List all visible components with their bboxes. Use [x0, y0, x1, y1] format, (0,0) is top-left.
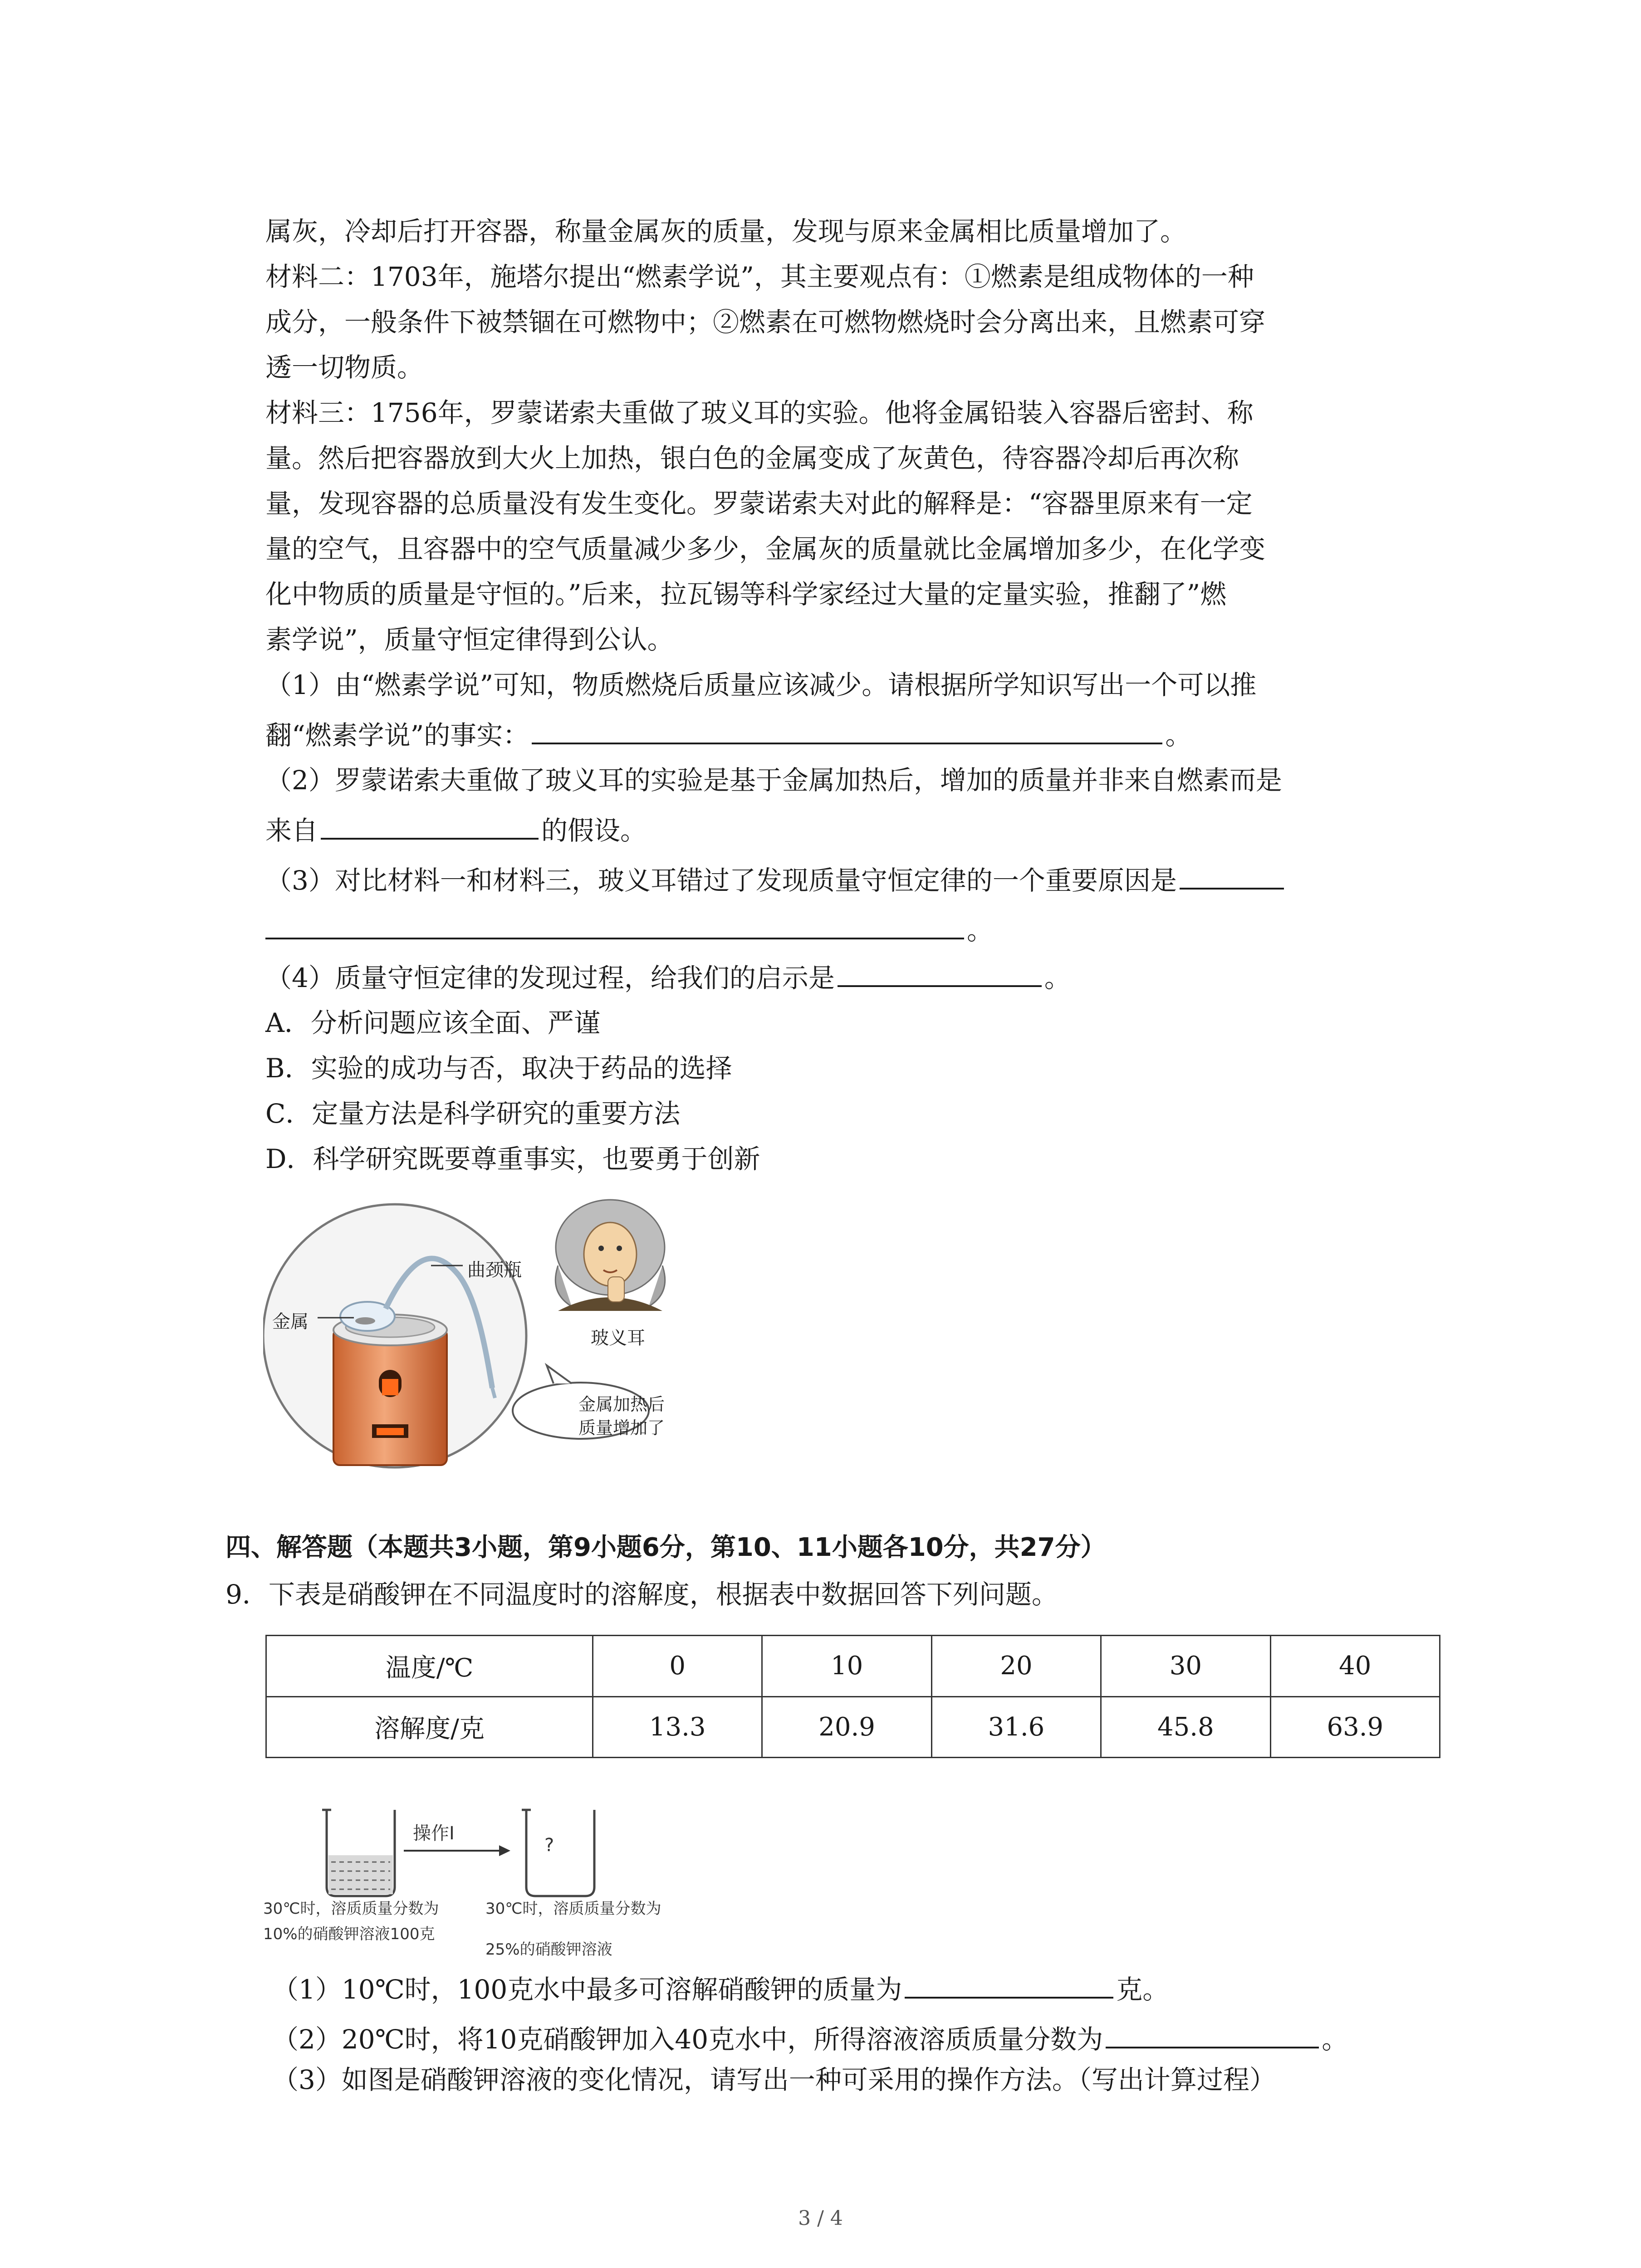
- answer-blank-9-2[interactable]: [1106, 2019, 1319, 2048]
- text-line: 量，发现容器的总质量没有发生变化。罗蒙诺索夫对此的解释是：“容器里原来有一定: [265, 488, 1253, 519]
- period: 。: [1044, 963, 1071, 993]
- left-caption-1: 30℃时，溶质质量分数为: [263, 1900, 439, 1918]
- question-9-1-suffix: 克。: [1116, 1974, 1169, 2005]
- left-caption-2: 10%的硝酸钾溶液100克: [263, 1925, 435, 1943]
- question-9-2: [272, 2019, 1348, 2058]
- question-4-text: [265, 957, 1071, 996]
- question-1-prefix: 翻“燃素学说”的事实：: [265, 720, 529, 751]
- answer-blank-9-1[interactable]: [905, 1969, 1113, 1999]
- option-b: B．实验的成功与否，取决于药品的选择: [265, 1053, 732, 1084]
- question-3-text: [265, 860, 1287, 899]
- text-line: 材料二：1703年，施塔尔提出“燃素学说”，其主要观点有：①燃素是组成物体的一种: [265, 261, 1254, 292]
- question-2-prefix: 来自: [265, 815, 318, 846]
- period: 。: [967, 915, 994, 946]
- table-cell: 10: [762, 1636, 931, 1697]
- table-header-temperature: 温度/℃: [266, 1636, 593, 1697]
- boyle-portrait: [554, 1200, 671, 1311]
- question-2-line2: [265, 810, 647, 849]
- table-cell: 30: [1101, 1636, 1270, 1697]
- text-line: 材料三：1756年，罗蒙诺索夫重做了玻义耳的实验。他将金属铅装入容器后密封、称: [265, 397, 1254, 428]
- text-line: 化中物质的质量是守恒的。”后来，拉瓦锡等科学家经过大量的定量实验，推翻了”燃: [265, 579, 1227, 610]
- beaker-left-icon: [322, 1810, 395, 1896]
- question-9-3: （3）如图是硝酸钾溶液的变化情况，请写出一种可采用的操作方法。（写出计算过程）: [272, 2064, 1276, 2095]
- bubble-text-2: 质量增加了: [578, 1418, 665, 1438]
- table-cell: 40: [1270, 1636, 1440, 1697]
- bubble-text-1: 金属加热后: [578, 1394, 665, 1414]
- question-9-2-prefix: （2）20℃时，将10克硝酸钾加入40克水中，所得溶液溶质质量分数为: [272, 2024, 1103, 2055]
- table-cell: 13.3: [593, 1696, 762, 1758]
- beaker-right-icon: [522, 1810, 594, 1896]
- text-line: 成分，一般条件下被禁锢在可燃物中；②燃素在可燃物燃烧时会分离出来，且燃素可穿: [265, 307, 1266, 337]
- table-header-solubility: 溶解度/克: [266, 1696, 593, 1758]
- question-3-line2: [265, 909, 993, 948]
- table-row: [266, 1636, 1440, 1697]
- section-title: 四、解答题（本题共3小题，第9小题6分，第10、11小题各10分，共27分）: [225, 1533, 1106, 1562]
- question-2-text: （2）罗蒙诺索夫重做了玻义耳的实验是基于金属加热后，增加的质量并非来自燃素而是: [265, 765, 1282, 796]
- option-d: D．科学研究既要尊重事实，也要勇于创新: [265, 1144, 760, 1174]
- beaker-figure: [318, 1801, 612, 1905]
- option-a: A．分析问题应该全面、严谨: [265, 1007, 600, 1038]
- table-cell: 45.8: [1101, 1696, 1270, 1758]
- table-cell: 20: [931, 1636, 1101, 1697]
- metal-label: 金属: [272, 1311, 309, 1332]
- text-line: 属灰，冷却后打开容器，称量金属灰的质量，发现与原来金属相比质量增加了。: [265, 216, 1187, 247]
- period: 。: [1322, 2024, 1348, 2055]
- question-1-text: （1）由“燃素学说”可知，物质燃烧后质量应该减少。请根据所学知识写出一个可以推: [265, 670, 1257, 700]
- text-line: 透一切物质。: [265, 352, 424, 383]
- question-9-1-prefix: （1）10℃时，100克水中最多可溶解硝酸钾的质量为: [272, 1974, 902, 2005]
- boyle-label: 玻义耳: [591, 1328, 645, 1349]
- table-cell: 31.6: [931, 1696, 1101, 1758]
- text-line: 素学说”，质量守恒定律得到公认。: [265, 624, 674, 655]
- right-caption-2: 25%的硝酸钾溶液: [485, 1941, 612, 1959]
- flask-label: 曲颈瓶: [467, 1260, 522, 1281]
- question-4-prefix: （4）质量守恒定律的发现过程，给我们的启示是: [265, 963, 835, 993]
- solubility-table: [265, 1635, 1440, 1758]
- unknown-mark: ?: [544, 1835, 554, 1856]
- question-9-1: [272, 1969, 1169, 2008]
- table-cell: 63.9: [1270, 1696, 1440, 1758]
- table-cell: 0: [593, 1636, 762, 1697]
- text-line: 量。然后把容器放到大火上加热，银白色的金属变成了灰黄色，待容器冷却后再次称: [265, 443, 1239, 474]
- right-caption-1: 30℃时，溶质质量分数为: [485, 1900, 661, 1918]
- answer-blank-2[interactable]: [321, 810, 539, 840]
- answer-blank-4[interactable]: [838, 957, 1042, 987]
- question-1-line2: [265, 714, 1191, 753]
- table-row: [266, 1696, 1440, 1758]
- operation-label: 操作Ⅰ: [413, 1823, 455, 1844]
- option-c: C．定量方法是科学研究的重要方法: [265, 1098, 681, 1129]
- period: 。: [1165, 720, 1192, 751]
- text-line: 量的空气，且容器中的空气质量减少多少，金属灰的质量就比金属增加多少，在化学变: [265, 533, 1266, 564]
- page-number: 3 / 4: [798, 2207, 843, 2230]
- answer-blank-3b[interactable]: [265, 909, 964, 939]
- table-cell: 20.9: [762, 1696, 931, 1758]
- answer-blank-3a[interactable]: [1180, 860, 1284, 890]
- question-3-prefix: （3）对比材料一和材料三，玻义耳错过了发现质量守恒定律的一个重要原因是: [265, 865, 1177, 896]
- question-9-intro: 9．下表是硝酸钾在不同温度时的溶解度，根据表中数据回答下列问题。: [225, 1579, 1058, 1610]
- question-2-suffix: 的假设。: [541, 815, 647, 846]
- answer-blank-1[interactable]: [532, 714, 1162, 744]
